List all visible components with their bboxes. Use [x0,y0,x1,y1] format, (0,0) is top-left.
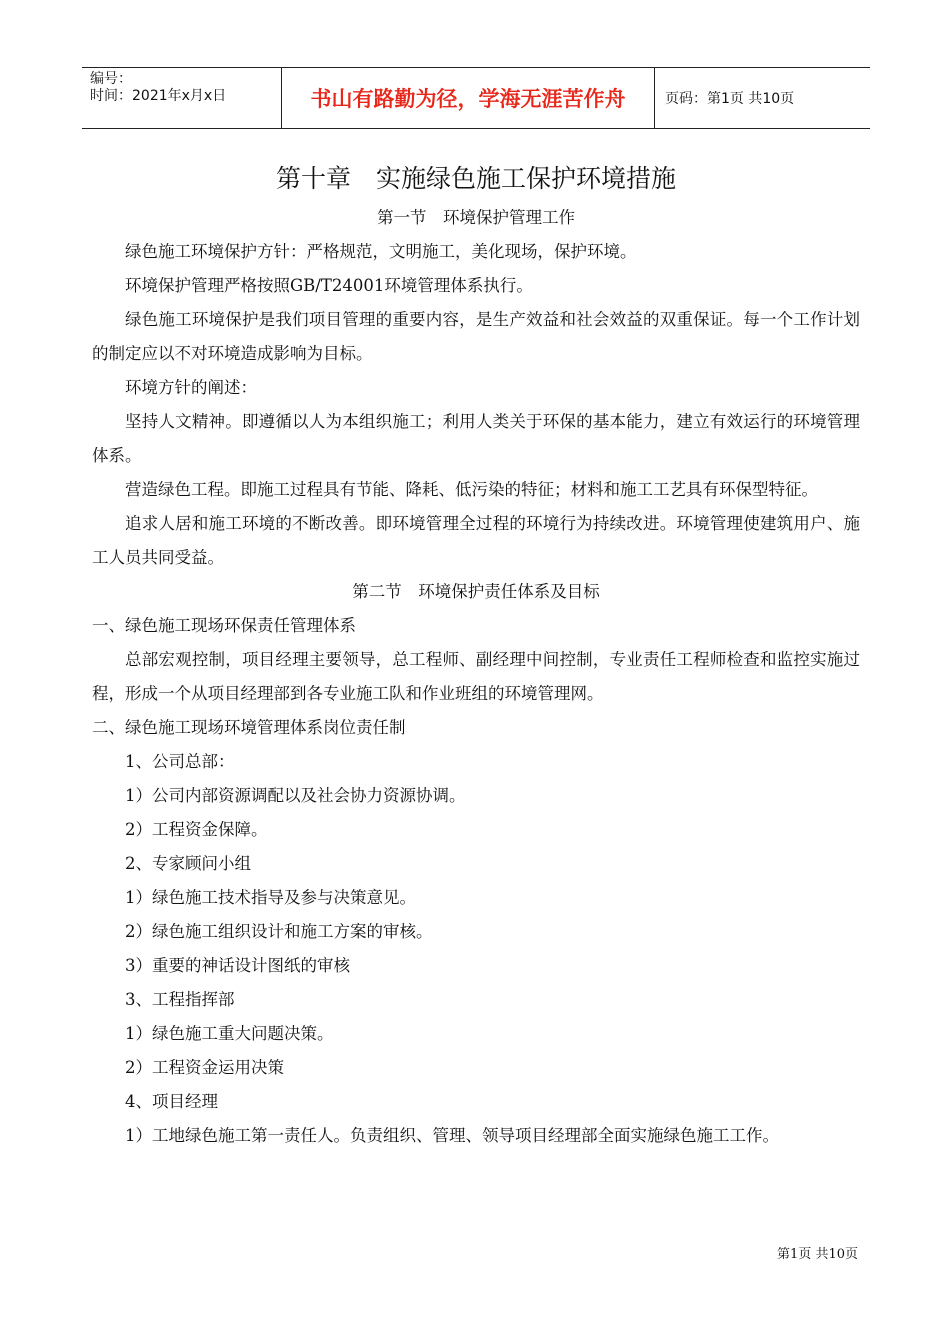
header-motto-cell [282,68,655,128]
paragraph: 环境保护管理严格按照GB/T24001环境管理体系执行。 [125,276,533,295]
paragraph: 环境方针的阐述： [125,378,257,397]
section-heading: 第一节 环境保护管理工作 [377,208,575,227]
paragraph: 4、项目经理 [125,1092,218,1111]
page-footer: 第1页 共10页 [777,1247,858,1262]
list-heading: 一、绿色施工现场环保责任管理体系 [92,616,356,635]
header-page-cell [655,68,870,128]
paragraph: 追求人居和施工环境的不断改善。即环境管理全过程的环境行为持续改进。环境管理使建筑用户、施工人员共同受益。 [92,514,860,567]
paragraph: 坚持人文精神。即遵循以人为本组织施工；利用人类关于环保的基本能力，建立有效运行的环境管理体系。 [92,412,860,465]
paragraph: 2）工程资金保障。 [125,820,268,839]
header-motto: 书山有路勤为径，学海无涯苦作舟 [310,87,626,111]
paragraph: 1、公司总部： [125,752,235,771]
document-time: 时间：2021年x月x日 [90,88,227,104]
paragraph: 2、专家顾问小组 [125,854,251,873]
chapter-title: 第十章 实施绿色施工保护环境措施 [275,164,676,193]
paragraph: 1）绿色施工重大问题决策。 [125,1024,334,1043]
paragraph: 1）公司内部资源调配以及社会协力资源协调。 [125,786,466,805]
paragraph: 绿色施工环境保护方针：严格规范，文明施工，美化现场，保护环境。 [125,242,637,261]
paragraph: 总部宏观控制，项目经理主要领导，总工程师、副经理中间控制，专业责任工程师检查和监控实施过程，形成一个从项目经理部到各专业施工队和作业班组的环境管理网。 [92,650,860,703]
paragraph: 3）重要的神话设计图纸的审核 [125,956,350,975]
paragraph: 1）绿色施工技术指导及参与决策意见。 [125,888,416,907]
document-body [92,159,860,1153]
header-meta [82,68,282,128]
paragraph: 2）绿色施工组织设计和施工方案的审核。 [125,922,433,941]
paragraph: 营造绿色工程。即施工过程具有节能、降耗、低污染的特征；材料和施工工艺具有环保型特征。 [125,480,818,499]
paragraph: 2）工程资金运用决策 [125,1058,284,1077]
paragraph: 3、工程指挥部 [125,990,235,1009]
section-heading: 第二节 环境保护责任体系及目标 [352,582,600,601]
header-page-info: 页码：第1页 共10页 [665,91,795,107]
paragraph: 1）工地绿色施工第一责任人。负责组织、管理、领导项目经理部全面实施绿色施工工作。 [125,1126,779,1145]
paragraph: 绿色施工环境保护是我们项目管理的重要内容，是生产效益和社会效益的双重保证。每一个工作计划的制定应以不对环境造成影响为目标。 [92,310,860,363]
body-flow [92,201,860,1153]
document-number-label: 编号： [90,71,132,87]
page-header [82,67,870,129]
list-heading: 二、绿色施工现场环境管理体系岗位责任制 [92,718,406,737]
